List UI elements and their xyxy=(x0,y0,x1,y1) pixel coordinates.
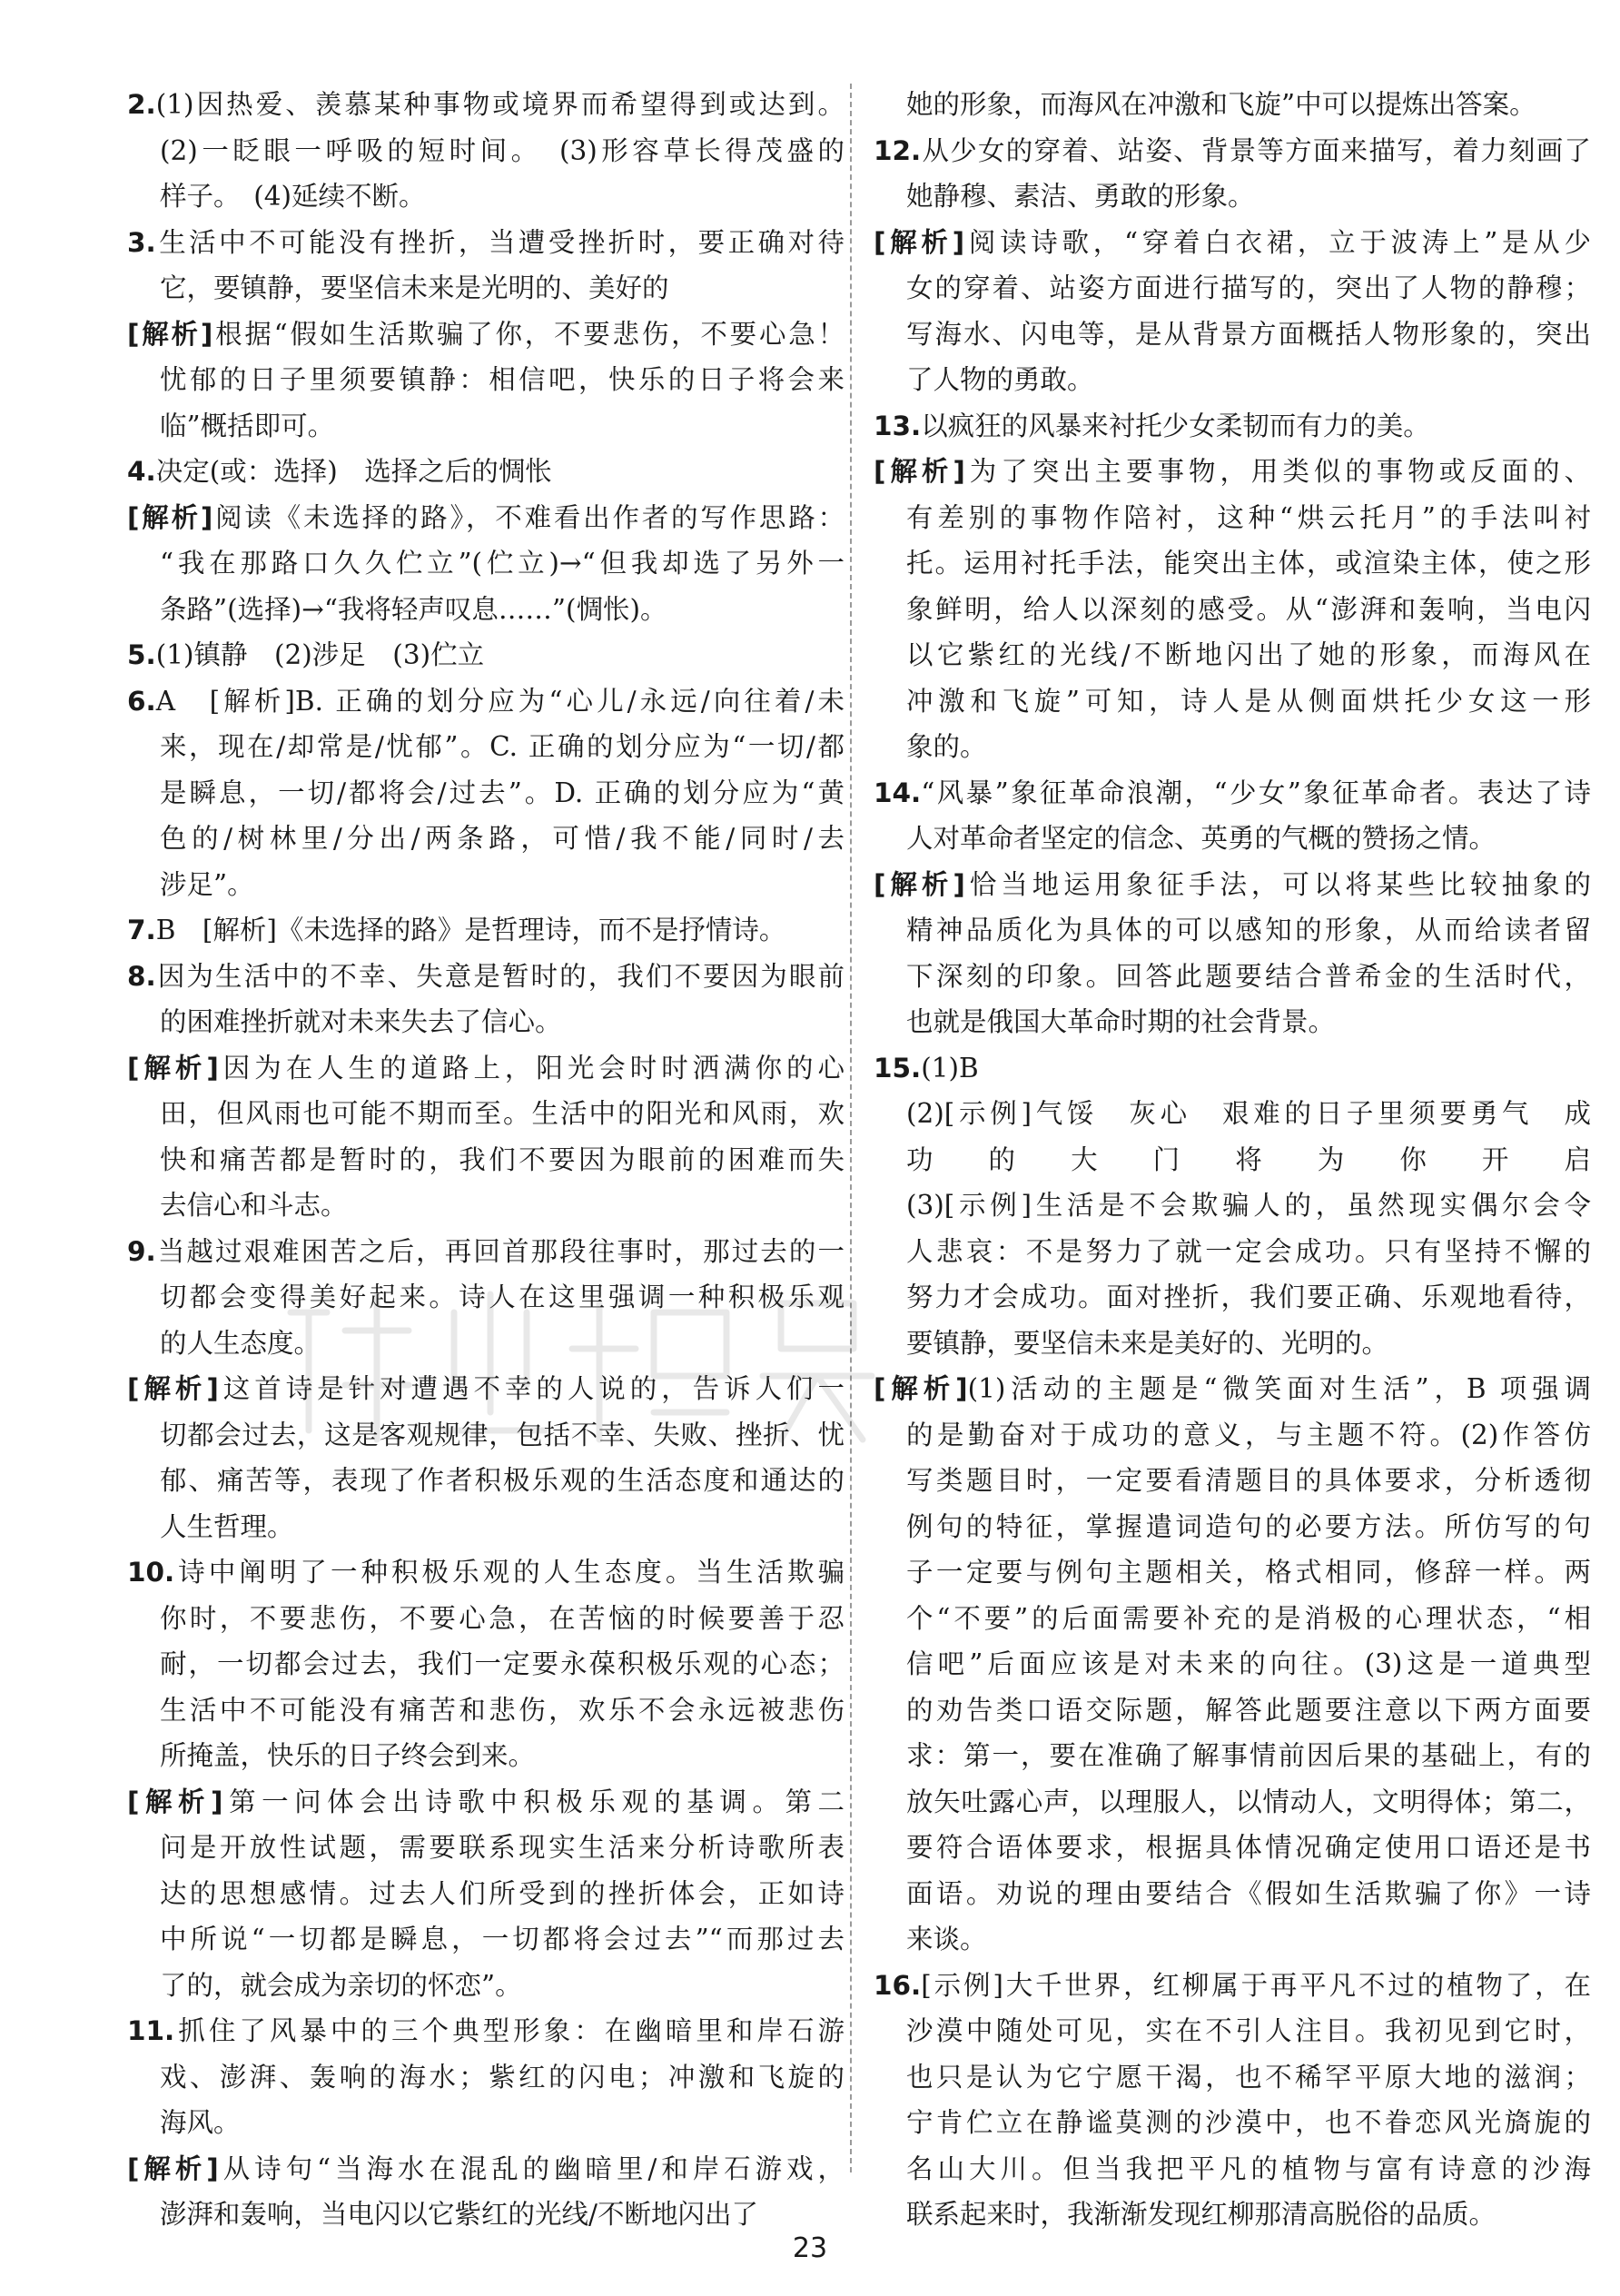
answer-line-right xyxy=(874,1229,1591,1275)
answer-text: 功的大门将为你开启 xyxy=(906,1143,1591,1175)
answer-text: 人悲哀：不是努力了就一定会成功。只有坚持不懈的 xyxy=(906,1235,1591,1267)
answer-line-left xyxy=(127,1779,845,1826)
answer-text: (2)一眨眼一呼吸的短时间。 (3)形容草长得茂盛的 xyxy=(160,134,845,166)
answer-line-right xyxy=(874,1045,1591,1092)
answer-line-right xyxy=(874,1412,1591,1459)
answer-line-right xyxy=(874,1274,1591,1321)
answer-line-right xyxy=(874,265,1591,312)
answer-text: 的劝告类口语交际题，解答此题要注意以下两方面要 xyxy=(906,1694,1591,1726)
answer-line-right xyxy=(874,954,1591,1000)
answer-line-left xyxy=(127,1641,845,1687)
question-number: 4. xyxy=(127,456,156,487)
question-number: 15. xyxy=(874,1052,922,1084)
answer-line-right xyxy=(874,449,1591,495)
answer-text: 名山大川。但当我把平凡的植物与富有诗意的沙海 xyxy=(906,2152,1591,2184)
analysis-tag: [解析] xyxy=(874,456,965,487)
answer-line-right xyxy=(874,173,1591,220)
answer-line-right xyxy=(874,357,1591,403)
answer-text: 例句的特征，掌握遣词造句的必要方法。所仿写的句 xyxy=(906,1510,1591,1542)
answer-text: (3)[示例]生活是不会欺骗人的，虽然现实偶尔会令 xyxy=(906,1190,1591,1221)
answer-text: 从少女的穿着、站姿、背景等方面来描写，着力刻画了 xyxy=(921,134,1591,166)
answer-text: 切都会变得美好起来。诗人在这里强调一种积极乐观 xyxy=(160,1282,845,1312)
answer-line-left xyxy=(127,312,845,358)
answer-text: 写类题目时，一定要看清题目的具体要求，分析透彻 xyxy=(906,1465,1591,1496)
answer-text: 象的。 xyxy=(906,731,987,762)
answer-line-right xyxy=(874,724,1591,770)
answer-line-left xyxy=(127,678,845,725)
answer-line-left xyxy=(127,862,845,908)
answer-text: 下深刻的印象。回答此题要结合普希金的生活时代， xyxy=(906,960,1591,992)
answer-line-right xyxy=(874,816,1591,862)
answer-line-right xyxy=(874,1963,1591,2009)
question-number: 6. xyxy=(127,685,156,717)
answer-line-right xyxy=(874,220,1591,266)
answer-text: 耐，一切都会过去，我们一定要永葆积极乐观的心态； xyxy=(160,1648,845,1679)
answer-text: 去信心和斗志。 xyxy=(160,1190,348,1221)
answer-text: 所掩盖，快乐的日子终会到来。 xyxy=(160,1740,536,1771)
answer-text: 托。运用衬托手法，能突出主体，或渲染主体，使之形 xyxy=(906,548,1591,579)
question-number: 10. xyxy=(127,1557,175,1588)
answer-line-left xyxy=(127,1687,845,1734)
answer-text: (2)[示例]气馁 灰心 艰难的日子里须要勇气 成 xyxy=(906,1098,1591,1129)
answer-text: 她的形象，而海风在冲激和飞旋”中可以提炼出答案。 xyxy=(906,89,1536,120)
answer-line-left xyxy=(127,907,845,954)
answer-text: 精神品质化为具体的可以感知的形象，从而给读者留 xyxy=(906,915,1591,945)
answer-text: 个“不要”的后面需要补充的是消极的心理状态，“相 xyxy=(906,1602,1591,1634)
answer-text: 第一问体会出诗歌中积极乐观的基调。第二 xyxy=(222,1786,845,1817)
answer-text: 努力才会成功。面对挫折，我们要正确、乐观地看待， xyxy=(906,1282,1591,1312)
answer-line-right xyxy=(874,862,1591,908)
answer-line-left xyxy=(127,1458,845,1504)
answer-line-right xyxy=(874,2054,1591,2101)
question-number: 16. xyxy=(874,1969,922,2001)
answer-text: 达的思想感情。过去人们所受到的挫折体会，正如诗 xyxy=(160,1877,845,1909)
answer-line-right xyxy=(874,2146,1591,2192)
answer-line-left xyxy=(127,1321,845,1367)
answer-text: 决定(或：选择) 选择之后的惆怅 xyxy=(155,456,552,487)
answer-text: 色的/树林里/分出/两条路，可惜/我不能/同时/去 xyxy=(160,823,845,854)
answer-text: 了的，就会成为亲切的怀恋”。 xyxy=(160,1969,522,2001)
answer-text: 信吧”后面应该是对未来的向往。(3)这是一道典型 xyxy=(906,1648,1591,1679)
answer-text: 有差别的事物作陪衬，这种“烘云托月”的手法叫衬 xyxy=(906,501,1591,533)
answer-text: 问是开放性试题，需要联系现实生活来分析诗歌所表 xyxy=(160,1832,845,1863)
answer-text: 郁、痛苦等，表现了作者积极乐观的生活态度和通达的 xyxy=(160,1465,845,1496)
answer-text: 要符合语体要求，根据具体情况确定使用口语还是书 xyxy=(906,1832,1591,1863)
answer-text: 海风。 xyxy=(160,2107,241,2138)
analysis-tag: [解析] xyxy=(874,226,965,258)
answer-text: “我在那路口久久伫立”(伫立)→“但我却选了另外一 xyxy=(160,548,845,579)
answer-line-left xyxy=(127,999,845,1045)
answer-line-left xyxy=(127,1091,845,1137)
answer-text: 也就是俄国大革命时期的社会背景。 xyxy=(906,1006,1336,1037)
answer-line-right xyxy=(874,1183,1591,1229)
answer-text: (1)因热爱、羡慕某种事物或境界而希望得到或达到。 xyxy=(155,89,845,120)
answer-line-right xyxy=(874,312,1591,358)
answer-text: 当越过艰难困苦之后，再回首那段往事时，那过去的一 xyxy=(155,1235,845,1267)
question-number: 2. xyxy=(127,89,156,120)
answer-line-right xyxy=(874,1137,1591,1183)
answer-line-left xyxy=(127,1274,845,1321)
analysis-tag: [解析] xyxy=(127,501,213,533)
answer-line-left xyxy=(127,1549,845,1596)
question-number: 8. xyxy=(127,960,156,992)
answer-line-right xyxy=(874,1549,1591,1596)
answer-text: 澎湃和轰响，当电闪以它紫红的光线/不断地闪出了 xyxy=(160,2199,758,2230)
question-number: 13. xyxy=(874,410,922,441)
answer-line-left xyxy=(127,1871,845,1917)
answer-line-right xyxy=(874,1871,1591,1917)
answer-text: 快和痛苦都是暂时的，我们不要因为眼前的困难而失 xyxy=(160,1143,845,1175)
answer-text: [示例]大千世界，红柳属于再平凡不过的植物了，在 xyxy=(921,1969,1591,2001)
column-divider xyxy=(850,84,852,2172)
answer-line-right xyxy=(874,1366,1591,1412)
question-number: 3. xyxy=(127,226,156,258)
analysis-tag: [解析] xyxy=(127,2152,219,2184)
answer-text: 联系起来时，我渐渐发现红柳那清高脱俗的品质。 xyxy=(906,2199,1497,2230)
answer-text: 人对革命者坚定的信念、英勇的气概的赞扬之情。 xyxy=(906,823,1497,854)
question-number: 9. xyxy=(127,1235,156,1267)
answer-line-left xyxy=(127,770,845,816)
answer-column-left xyxy=(127,82,845,2238)
answer-text: 来，现在/却常是/忧郁”。C. 正确的划分应为“一切/都 xyxy=(160,731,845,762)
answer-text: 你时，不要悲伤，不要心急，在苦恼的时候要善于忍 xyxy=(160,1602,845,1634)
answer-text: 是瞬息，一切/都将会/过去”。D. 正确的划分应为“黄 xyxy=(160,777,845,808)
answer-text: 要镇静，要坚信未来是美好的、光明的。 xyxy=(906,1327,1389,1359)
answer-text: “风暴”象征革命浪潮，“少女”象征革命者。表达了诗 xyxy=(921,777,1591,808)
question-number: 12. xyxy=(874,134,922,166)
answer-text: 生活中不可能没有痛苦和悲伤，欢乐不会永远被悲伤 xyxy=(160,1694,845,1726)
answer-text: 戏、澎湃、轰响的海水；紫红的闪电；冲激和飞旋的 xyxy=(160,2061,845,2093)
analysis-tag: [解析] xyxy=(874,868,965,900)
answer-line-left xyxy=(127,1963,845,2009)
answer-text: 条路”(选择)→“我将轻声叹息……”(惆怅)。 xyxy=(160,593,667,625)
answer-line-right xyxy=(874,2192,1591,2238)
answer-line-right xyxy=(874,1321,1591,1367)
answer-line-right xyxy=(874,1596,1591,1642)
answer-text: (1)B xyxy=(921,1052,979,1084)
answer-line-left xyxy=(127,1229,845,1275)
answer-text: (1)镇静 (2)涉足 (3)伫立 xyxy=(155,639,485,670)
answer-line-right xyxy=(874,1458,1591,1504)
answer-line-left xyxy=(127,357,845,403)
answer-text: 样子。 (4)延续不断。 xyxy=(160,181,426,212)
answer-line-left xyxy=(127,1137,845,1183)
answer-text: 人生哲理。 xyxy=(160,1510,294,1542)
answer-text: 恰当地运用象征手法，可以将某些比较抽象的 xyxy=(964,868,1591,900)
answer-line-left xyxy=(127,1916,845,1963)
answer-text: 子一定要与例句主题相关，格式相同，修辞一样。两 xyxy=(906,1557,1591,1588)
answer-text: A [解析]B. 正确的划分应为“心儿/永远/向往着/未 xyxy=(155,685,845,717)
answer-line-left xyxy=(127,816,845,862)
answer-line-right xyxy=(874,2100,1591,2146)
answer-line-right xyxy=(874,907,1591,954)
answer-text: 女的穿着、站姿方面进行描写的，突出了人物的静穆； xyxy=(906,272,1591,303)
answer-text: 来谈。 xyxy=(906,1924,987,1955)
answer-text: 阅读诗歌，“穿着白衣裙，立于波涛上”是从少 xyxy=(964,226,1591,258)
answer-line-left xyxy=(127,1825,845,1871)
answer-text: 放矢吐露心声，以理服人，以情动人，文明得体；第二， xyxy=(906,1786,1591,1817)
analysis-tag: [解析] xyxy=(127,1373,219,1404)
answer-line-left xyxy=(127,632,845,678)
answer-line-right xyxy=(874,1825,1591,1871)
answer-line-right xyxy=(874,999,1591,1045)
answer-line-right xyxy=(874,632,1591,678)
answer-text: 生活中不可能没有挫折，当遭受挫折时，要正确对待 xyxy=(155,226,845,258)
answer-text: 也只是认为它宁愿干渴，也不稀罕平原大地的滋润； xyxy=(906,2061,1591,2093)
answer-text: (1)活动的主题是“微笑面对生活”，B 项强调 xyxy=(967,1373,1591,1404)
question-number: 7. xyxy=(127,915,156,945)
answer-text: 这首诗是针对遭遇不幸的人说的，告诉人们一 xyxy=(218,1373,845,1404)
answer-line-right xyxy=(874,540,1591,587)
answer-text: 根据“假如生活欺骗了你，不要悲伤，不要心急！ xyxy=(212,318,845,350)
answer-line-left xyxy=(127,220,845,266)
answer-line-left xyxy=(127,1733,845,1779)
answer-text: 写海水、闪电等，是从背景方面概括人物形象的，突出 xyxy=(906,318,1591,350)
answer-line-right xyxy=(874,2008,1591,2054)
answer-text: 临”概括即可。 xyxy=(160,410,335,441)
answer-text: B [解析]《未选择的路》是哲理诗，而不是抒情诗。 xyxy=(155,915,786,945)
answer-line-right xyxy=(874,128,1591,174)
answer-line-left xyxy=(127,1183,845,1229)
answer-text: 抓住了风暴中的三个典型形象：在幽暗里和岸石游 xyxy=(174,2015,845,2046)
question-number: 5. xyxy=(127,639,156,670)
answer-line-right xyxy=(874,1916,1591,1963)
answer-line-left xyxy=(127,724,845,770)
answer-column-right xyxy=(874,82,1591,2238)
answer-text: 冲激和飞旋”可知，诗人是从侧面烘托少女这一形 xyxy=(906,685,1591,717)
answer-line-left xyxy=(127,173,845,220)
answer-text: 宁肯伫立在静谧莫测的沙漠中，也不眷恋风光旖旎的 xyxy=(906,2107,1591,2138)
answer-text: 求：第一，要在准确了解事情前因后果的基础上，有的 xyxy=(906,1740,1591,1771)
answer-text: 它，要镇静，要坚信未来是光明的、美好的 xyxy=(160,272,669,303)
page-number: 23 xyxy=(792,2232,828,2264)
answer-line-left xyxy=(127,265,845,312)
answer-line-right xyxy=(874,1687,1591,1734)
answer-text: 因为在人生的道路上，阳光会时时洒满你的心 xyxy=(218,1052,845,1084)
answer-line-left xyxy=(127,403,845,450)
analysis-tag: [解析] xyxy=(874,1373,968,1404)
answer-line-left xyxy=(127,540,845,587)
answer-line-left xyxy=(127,449,845,495)
answer-text: 田，但风雨也可能不期而至。生活中的阳光和风雨，欢 xyxy=(160,1098,845,1129)
answer-line-left xyxy=(127,128,845,174)
answer-line-left xyxy=(127,587,845,633)
answer-line-left xyxy=(127,2146,845,2192)
answer-text: 她静穆、素洁、勇敢的形象。 xyxy=(906,181,1255,212)
answer-line-right xyxy=(874,1504,1591,1550)
answer-line-left xyxy=(127,2008,845,2054)
answer-line-left xyxy=(127,1045,845,1092)
answer-line-right xyxy=(874,587,1591,633)
answer-line-right xyxy=(874,1641,1591,1687)
question-number: 14. xyxy=(874,777,922,808)
answer-line-left xyxy=(127,1366,845,1412)
answer-line-left xyxy=(127,954,845,1000)
answer-line-right xyxy=(874,770,1591,816)
analysis-tag: [解析] xyxy=(127,1786,223,1817)
answer-text: 阅读《未选择的路》，不难看出作者的写作思路： xyxy=(212,501,845,533)
answer-line-right xyxy=(874,678,1591,725)
answer-line-left xyxy=(127,1412,845,1459)
answer-text: 忧郁的日子里须要镇静：相信吧，快乐的日子将会来 xyxy=(160,364,845,395)
answer-text: 切都会过去，这是客观规律，包括不幸、失败、挫折、忧 xyxy=(160,1419,845,1450)
answer-text: 从诗句“当海水在混乱的幽暗里/和岸石游戏， xyxy=(218,2152,845,2184)
answer-text: 为了突出主要事物，用类似的事物或反面的、 xyxy=(964,456,1591,487)
answer-line-right xyxy=(874,1779,1591,1826)
answer-line-left xyxy=(127,1504,845,1550)
answer-text: 的困难挫折就对未来失去了信心。 xyxy=(160,1006,562,1037)
answer-text: 沙漠中随处可见，实在不引人注目。我初见到它时， xyxy=(906,2015,1591,2046)
question-number: 11. xyxy=(127,2015,175,2046)
answer-line-left xyxy=(127,2192,845,2238)
answer-line-left xyxy=(127,2100,845,2146)
answer-text: 诗中阐明了一种积极乐观的人生态度。当生活欺骗 xyxy=(174,1557,845,1588)
answer-line-right xyxy=(874,82,1591,128)
answer-line-left xyxy=(127,495,845,541)
answer-line-left xyxy=(127,1596,845,1642)
analysis-tag: [解析] xyxy=(127,318,213,350)
answer-line-right xyxy=(874,1091,1591,1137)
answer-text: 面语。劝说的理由要结合《假如生活欺骗了你》一诗 xyxy=(906,1877,1591,1909)
answer-line-left xyxy=(127,2054,845,2101)
answer-text: 涉足”。 xyxy=(160,868,254,900)
answer-text: 因为生活中的不幸、失意是暂时的，我们不要因为眼前 xyxy=(155,960,845,992)
analysis-tag: [解析] xyxy=(127,1052,219,1084)
answer-text: 了人物的勇敢。 xyxy=(906,364,1094,395)
answer-text: 以疯狂的风暴来衬托少女柔韧而有力的美。 xyxy=(921,410,1430,441)
answer-line-right xyxy=(874,1733,1591,1779)
answer-line-right xyxy=(874,495,1591,541)
answer-text: 中所说“一切都是瞬息，一切都将会过去”“而那过去 xyxy=(160,1924,845,1955)
answer-text: 象鲜明，给人以深刻的感受。从“澎湃和轰响，当电闪 xyxy=(906,593,1591,625)
answer-text: 以它紫红的光线/不断地闪出了她的形象，而海风在 xyxy=(906,639,1591,670)
answer-line-left xyxy=(127,82,845,128)
answer-text: 的是勤奋对于成功的意义，与主题不符。(2)作答仿 xyxy=(906,1419,1591,1450)
answer-line-right xyxy=(874,403,1591,450)
answer-text: 的人生态度。 xyxy=(160,1327,321,1359)
